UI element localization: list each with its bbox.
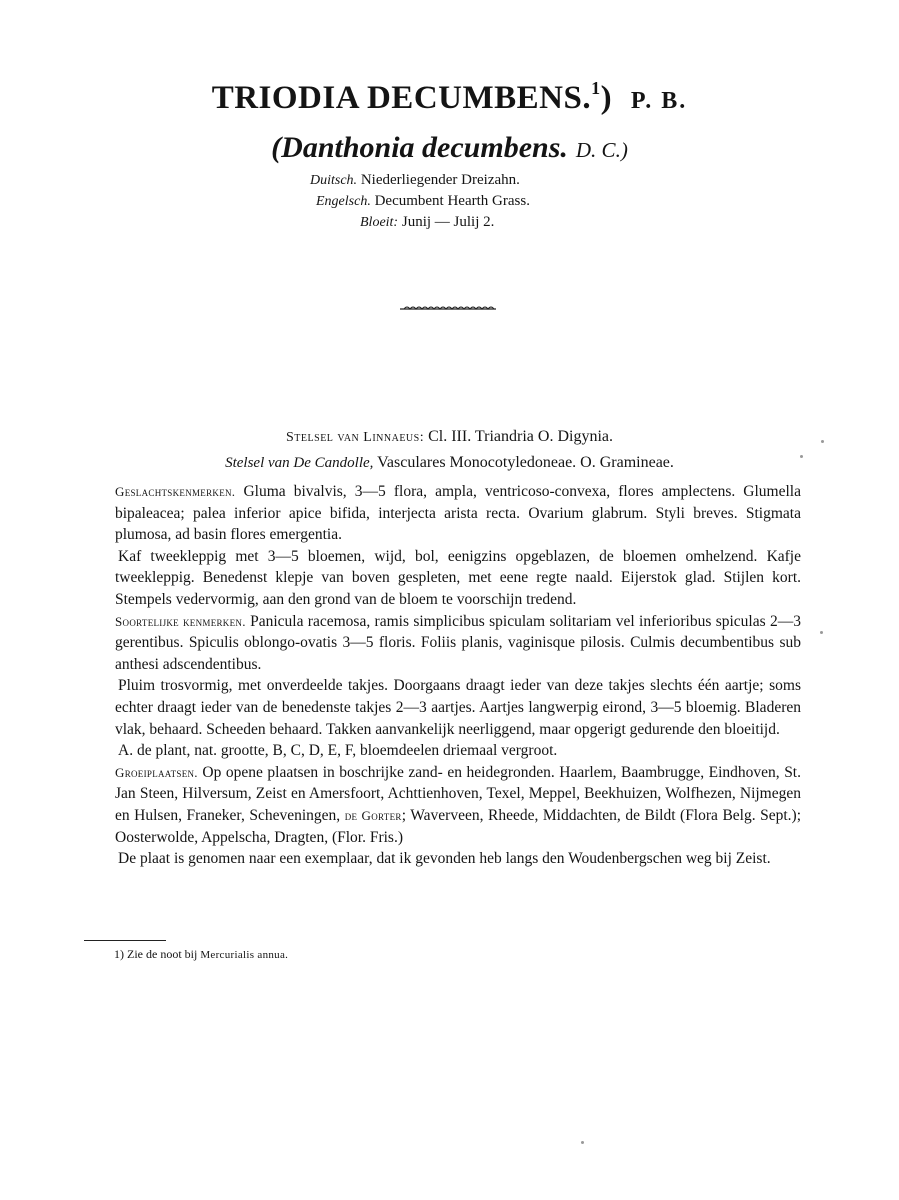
flowering-time	[360, 212, 530, 233]
paragraph-text: Op opene plaatsen in boschrijke zand- en heidegronden. Haarlem, Baambrugge, Eindhoven, St. Jan Steen, Hilversum, Zeist en Amersfoort, Achttienhoven, Texel, Meppel, Beekhuizen, Wolfhezen, Nijmegen en Hulsen, Franeker, Scheveningen,	[115, 763, 801, 824]
scan-speck	[820, 631, 823, 634]
source-note: De plaat is genomen naar een exemplaar, dat ik gevonden heb langs den Woudenbergschen weg bij Zeist.	[118, 850, 771, 868]
footnote	[114, 947, 288, 962]
description-body	[115, 481, 801, 870]
linnaeus-value: Cl. III. Triandria O. Digynia.	[428, 428, 613, 445]
footnote-marker: 1	[591, 78, 601, 98]
synonym-name: (Danthonia decumbens.	[271, 131, 568, 164]
scan-speck	[821, 440, 824, 443]
paragraph-text: ; Waverveen, Rheede, Middachten, de Bildt (Flora Belg. Sept.); Oosterwolde, Appelscha, Dragten, (Flor. Fris.)	[115, 806, 802, 846]
section-heading: Geslachtskenmerken.	[115, 484, 236, 499]
footnote-text: 1) Zie de noot bij	[114, 947, 198, 961]
scan-speck	[581, 1141, 584, 1144]
decandolle-label: Stelsel van De Candolle,	[225, 455, 374, 471]
footnote-reference: Mercurialis annua.	[200, 949, 289, 961]
scan-speck	[800, 455, 803, 458]
title-author: P. B.	[630, 88, 688, 114]
species-characters-latin	[115, 611, 801, 676]
vernacular-german	[310, 170, 530, 191]
decandolle-value: Vasculares Monocotyledoneae. O. Gramineae.	[377, 454, 674, 471]
section-heading: Groeiplaatsen.	[115, 764, 198, 780]
vernacular-value: Niederliegender Dreizahn.	[360, 172, 520, 188]
vernacular-label: Duitsch.	[310, 173, 358, 188]
page-title	[0, 78, 899, 117]
decandolle-system	[0, 450, 899, 476]
vernacular-label: Engelsch.	[316, 194, 371, 209]
vernacular-value: Decumbent Hearth Grass.	[374, 193, 530, 209]
species-name: TRIODIA DECUMBENS.	[211, 80, 592, 116]
synonym-heading	[0, 131, 899, 165]
flowering-label: Bloeit:	[360, 215, 399, 230]
vernacular-names	[310, 170, 530, 233]
species-characters-dutch: Pluim trosvormig, met onverdeelde takjes. Doorgaans draagt ieder van deze takjes slechts één aartje; soms echter draagt ieder van de benedenste takjes 2—3 aartjes. Aartjes langwerpig eirond, 3—5 bloemig. Bladeren vlak, behaard. Scheeden behaard. Takken aanvankelijk neerliggend, maar opgerigt gedurende den bloeitijd.	[115, 677, 801, 738]
ornament-divider	[398, 300, 498, 314]
locations-paragraph	[115, 762, 801, 848]
paragraph-text: Gluma bivalvis, 3—5 flora, ampla, ventricoso-convexa, flores amplectens. Glumella bipaleacea; palea inferior apice bifida, interjecta arista recta. Ovarium glabrum. Styli breves. Stigmata plumosa, ad basin flores emergentia.	[115, 483, 801, 544]
paragraph-text: Panicula racemosa, ramis simplicibus spiculam solitariam vel inferioribus spiculas 2—3 gerentibus. Spiculis oblongo-ovatis 3—5 floris. Foliis planis, vaginisque pilosis. Culmis decumbentibus sub anthesi adscendentibus.	[115, 612, 801, 673]
synonym-author: D. C.)	[575, 138, 628, 162]
classification-systems	[0, 424, 899, 476]
flowering-value: Junij — Julij 2.	[401, 214, 495, 230]
linnaeus-label: Stelsel van Linnaeus:	[286, 430, 425, 445]
collector-name: de Gorter	[344, 807, 402, 823]
linnaeus-system	[0, 424, 899, 450]
footnote-rule	[84, 940, 166, 941]
title-closing-paren: )	[600, 80, 613, 116]
genus-characters-latin	[115, 481, 801, 546]
section-heading: Soortelijke kenmerken.	[115, 613, 246, 629]
genus-characters-dutch: Kaf tweekleppig met 3—5 bloemen, wijd, bol, eenigzins opgeblazen, de bloemen omhelzend. Kafje tweekleppig. Benedenst klepje van boven gespleten, met eene regte naald. Eijerstok glad. Stijlen kort. Stempels vedervormig, aan den grond van de bloem te voorschijn tredend.	[115, 547, 801, 608]
vernacular-english	[316, 191, 530, 212]
plate-legend: A. de plant, nat. grootte, B, C, D, E, F, bloemdeelen driemaal vergroot.	[118, 742, 558, 760]
